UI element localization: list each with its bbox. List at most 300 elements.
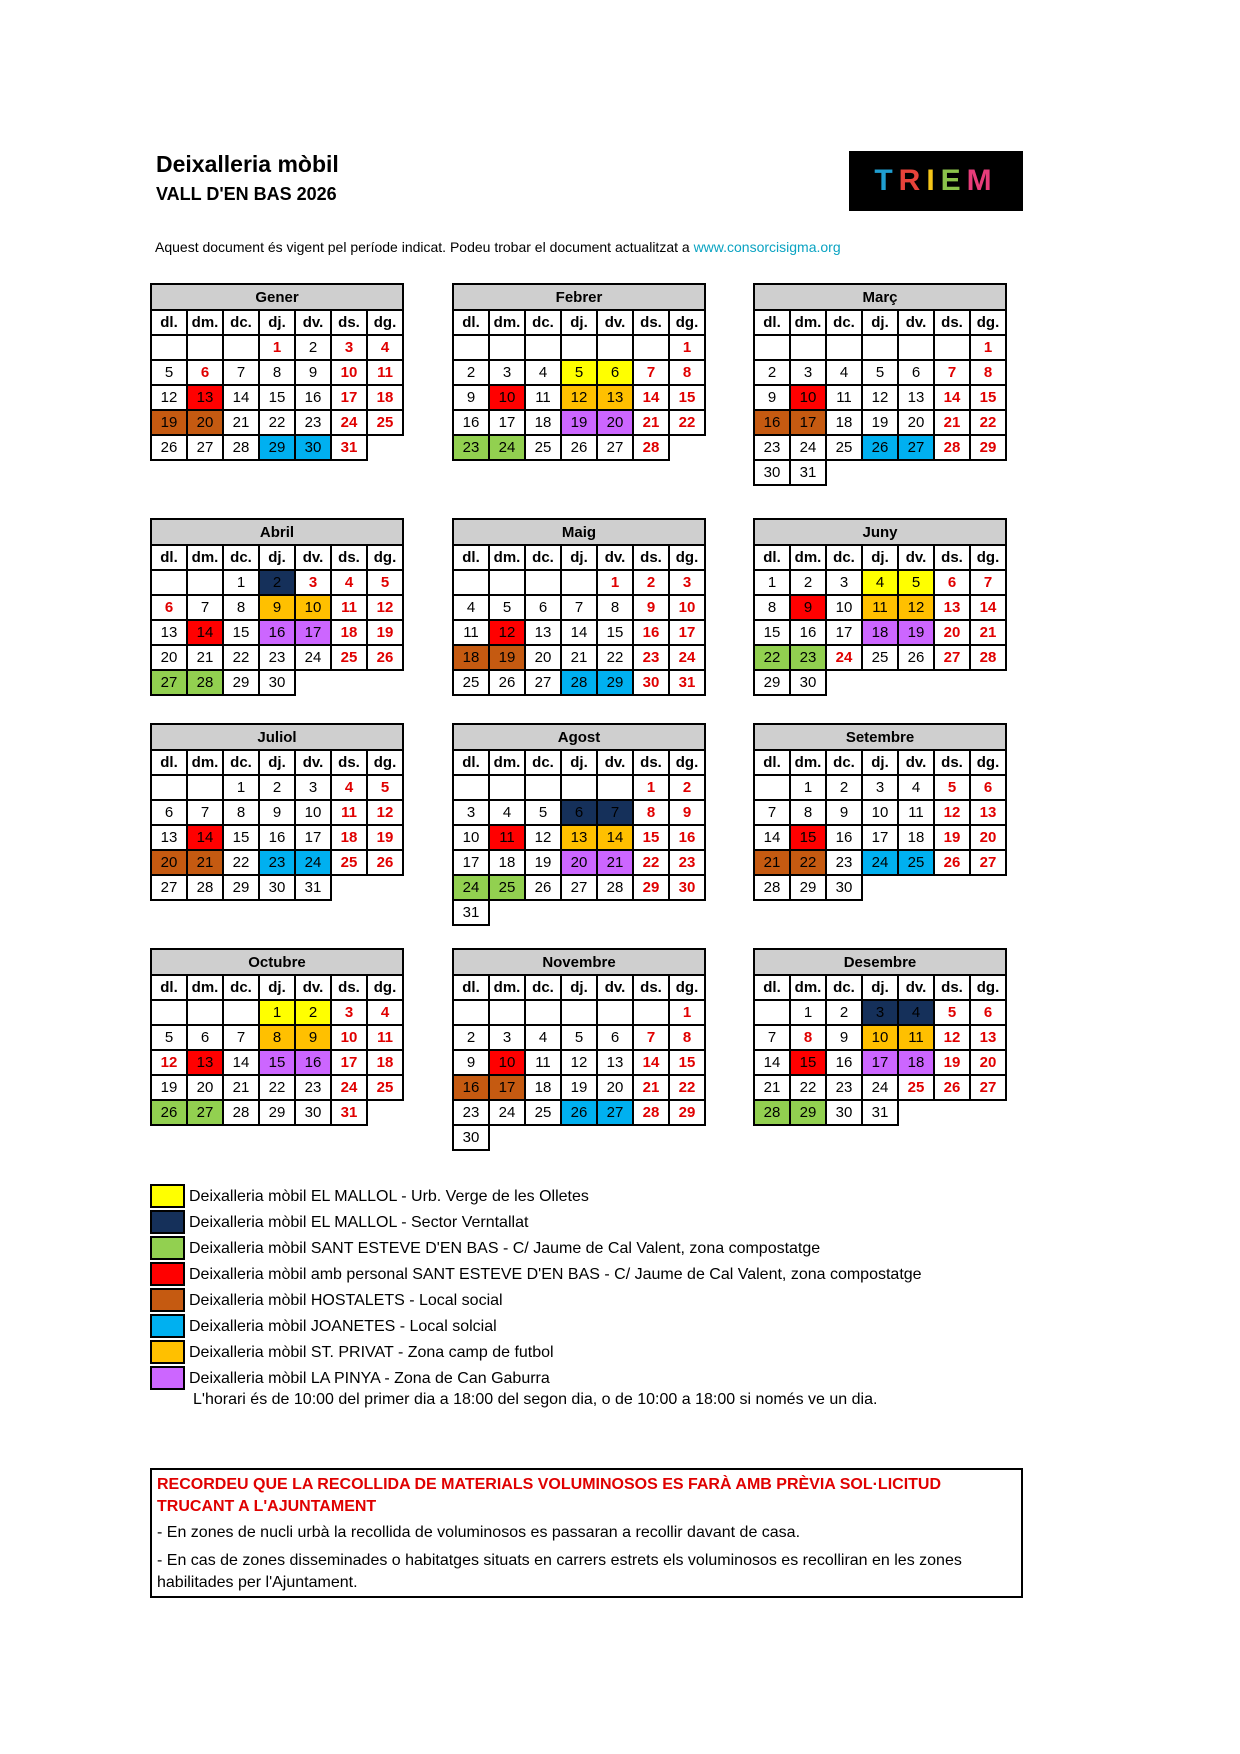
day-cell: 6 <box>525 595 561 620</box>
day-cell: 3 <box>862 775 898 800</box>
day-empty <box>489 1125 525 1150</box>
day-cell: 26 <box>934 1075 970 1100</box>
day-cell: 16 <box>633 620 669 645</box>
weekday-header: dg. <box>669 750 705 775</box>
day-cell: 2 <box>754 360 790 385</box>
weekday-header: dj. <box>259 310 295 335</box>
weekday-header: dl. <box>453 975 489 1000</box>
day-cell: 2 <box>453 1025 489 1050</box>
day-cell: 24 <box>295 850 331 875</box>
month-name: Desembre <box>754 949 1006 975</box>
weekday-header: dg. <box>367 310 403 335</box>
day-empty <box>489 900 525 925</box>
day-cell: 15 <box>669 1050 705 1075</box>
day-cell: 22 <box>259 1075 295 1100</box>
day-cell: 19 <box>934 1050 970 1075</box>
day-cell: 8 <box>259 360 295 385</box>
day-empty <box>223 1000 259 1025</box>
day-cell: 9 <box>790 595 826 620</box>
day-cell: 15 <box>970 385 1006 410</box>
day-cell: 14 <box>633 385 669 410</box>
day-cell: 28 <box>633 1100 669 1125</box>
legend-label: Deixalleria mòbil EL MALLOL - Urb. Verge de les Olletes <box>189 1188 589 1205</box>
legend-swatch <box>150 1210 185 1234</box>
day-cell: 8 <box>970 360 1006 385</box>
day-cell: 1 <box>790 775 826 800</box>
day-cell: 16 <box>295 1050 331 1075</box>
day-cell: 11 <box>898 800 934 825</box>
day-cell: 7 <box>633 1025 669 1050</box>
logo-letter: R <box>898 164 927 197</box>
day-cell: 25 <box>367 410 403 435</box>
weekday-header: dc. <box>525 975 561 1000</box>
legend-item <box>150 1262 922 1288</box>
day-cell: 12 <box>934 800 970 825</box>
day-cell: 5 <box>561 360 597 385</box>
day-cell: 30 <box>633 670 669 695</box>
day-cell: 21 <box>597 850 633 875</box>
day-cell: 19 <box>151 410 187 435</box>
day-cell: 10 <box>489 1050 525 1075</box>
day-cell: 10 <box>295 595 331 620</box>
logo-letter: E <box>940 164 967 197</box>
day-cell: 23 <box>259 850 295 875</box>
day-cell: 27 <box>151 875 187 900</box>
weekday-header: dc. <box>223 545 259 570</box>
day-cell: 18 <box>898 825 934 850</box>
weekday-header: dl. <box>453 310 489 335</box>
day-cell: 17 <box>295 620 331 645</box>
day-cell: 7 <box>754 1025 790 1050</box>
bulky-waste-para-2: - En cas de zones disseminades o habitatges situats en carrers estrets els voluminosos es recolliran en les zones habilitades per l'Ajuntament. <box>157 1552 962 1591</box>
day-cell: 2 <box>259 775 295 800</box>
day-cell: 12 <box>525 825 561 850</box>
day-cell: 23 <box>453 435 489 460</box>
day-empty <box>561 570 597 595</box>
day-empty <box>561 1000 597 1025</box>
day-cell: 6 <box>561 800 597 825</box>
day-cell: 25 <box>453 670 489 695</box>
day-cell: 13 <box>151 620 187 645</box>
weekday-header: dl. <box>754 545 790 570</box>
day-cell: 17 <box>453 850 489 875</box>
day-cell: 9 <box>669 800 705 825</box>
weekday-header: dg. <box>970 310 1006 335</box>
day-cell: 22 <box>669 1075 705 1100</box>
day-empty <box>633 900 669 925</box>
day-cell: 17 <box>295 825 331 850</box>
day-cell: 1 <box>754 570 790 595</box>
day-cell: 11 <box>331 595 367 620</box>
month-name: Novembre <box>453 949 705 975</box>
day-empty <box>525 775 561 800</box>
weekday-header: dv. <box>295 310 331 335</box>
weekday-header: dv. <box>295 750 331 775</box>
day-cell: 12 <box>367 595 403 620</box>
weekday-header: dc. <box>525 310 561 335</box>
day-cell: 16 <box>790 620 826 645</box>
month-calendar-juliol <box>150 723 404 901</box>
day-cell: 4 <box>862 570 898 595</box>
day-cell: 8 <box>259 1025 295 1050</box>
weekday-header: dc. <box>223 975 259 1000</box>
month-name: Febrer <box>453 284 705 310</box>
day-cell: 30 <box>259 875 295 900</box>
day-cell: 31 <box>331 1100 367 1125</box>
day-cell: 26 <box>489 670 525 695</box>
weekday-header: dj. <box>862 975 898 1000</box>
day-cell: 29 <box>754 670 790 695</box>
day-empty <box>754 335 790 360</box>
day-cell: 30 <box>790 670 826 695</box>
day-cell: 13 <box>898 385 934 410</box>
month-name: Juliol <box>151 724 403 750</box>
day-cell: 19 <box>151 1075 187 1100</box>
weekday-header: dg. <box>970 750 1006 775</box>
day-cell: 5 <box>367 775 403 800</box>
day-cell: 3 <box>669 570 705 595</box>
legend-swatch <box>150 1236 185 1260</box>
day-empty <box>453 1000 489 1025</box>
day-cell: 11 <box>453 620 489 645</box>
day-cell: 18 <box>453 645 489 670</box>
day-cell: 23 <box>259 645 295 670</box>
day-cell: 3 <box>295 570 331 595</box>
day-cell: 1 <box>259 335 295 360</box>
bulky-waste-title-1: RECORDEU QUE LA RECOLLIDA DE MATERIALS VOLUMINOSOS ES FARÀ AMB PRÈVIA SOL·LICITUD <box>157 1476 942 1493</box>
day-cell: 25 <box>898 850 934 875</box>
day-cell: 18 <box>331 825 367 850</box>
month-calendar-febrer <box>452 283 706 461</box>
legend-swatch <box>150 1366 185 1390</box>
day-cell: 23 <box>826 1075 862 1100</box>
day-cell: 16 <box>669 825 705 850</box>
legend-label: Deixalleria mòbil SANT ESTEVE D'EN BAS - C/ Jaume de Cal Valent, zona compostatge <box>189 1240 821 1257</box>
day-cell: 14 <box>187 825 223 850</box>
day-empty <box>525 1000 561 1025</box>
day-cell: 17 <box>669 620 705 645</box>
day-empty <box>367 875 403 900</box>
day-empty <box>898 460 934 485</box>
day-cell: 16 <box>826 1050 862 1075</box>
day-cell: 18 <box>367 1050 403 1075</box>
day-cell: 12 <box>151 1050 187 1075</box>
day-cell: 14 <box>223 385 259 410</box>
day-empty <box>223 335 259 360</box>
day-cell: 21 <box>187 645 223 670</box>
weekday-header: dc. <box>223 310 259 335</box>
day-cell: 4 <box>525 1025 561 1050</box>
day-cell: 11 <box>862 595 898 620</box>
day-cell: 17 <box>489 410 525 435</box>
day-cell: 7 <box>187 800 223 825</box>
legend-item <box>150 1210 922 1236</box>
day-cell: 19 <box>934 825 970 850</box>
weekday-header: dm. <box>187 310 223 335</box>
day-cell: 26 <box>367 645 403 670</box>
notice-text: Aquest document és vigent pel període indicat. Podeu trobar el document actualitzat a <box>155 239 694 255</box>
day-cell: 15 <box>754 620 790 645</box>
day-cell: 25 <box>331 850 367 875</box>
day-cell: 27 <box>187 435 223 460</box>
day-cell: 9 <box>259 595 295 620</box>
day-cell: 17 <box>489 1075 525 1100</box>
day-cell: 20 <box>970 825 1006 850</box>
day-cell: 10 <box>862 800 898 825</box>
day-cell: 17 <box>331 1050 367 1075</box>
day-cell: 28 <box>754 1100 790 1125</box>
day-cell: 15 <box>259 385 295 410</box>
day-cell: 29 <box>790 1100 826 1125</box>
day-empty <box>187 775 223 800</box>
weekday-header: dg. <box>970 975 1006 1000</box>
month-name: Agost <box>453 724 705 750</box>
day-cell: 13 <box>934 595 970 620</box>
day-cell: 23 <box>790 645 826 670</box>
legend-item <box>150 1288 922 1314</box>
weekday-header: dl. <box>754 975 790 1000</box>
day-cell: 2 <box>633 570 669 595</box>
day-empty <box>151 570 187 595</box>
day-empty <box>453 775 489 800</box>
day-cell: 12 <box>898 595 934 620</box>
day-empty <box>597 900 633 925</box>
day-empty <box>826 335 862 360</box>
weekday-header: dv. <box>898 750 934 775</box>
day-cell: 28 <box>970 645 1006 670</box>
day-cell: 6 <box>898 360 934 385</box>
day-cell: 26 <box>151 1100 187 1125</box>
day-cell: 24 <box>669 645 705 670</box>
day-cell: 27 <box>970 1075 1006 1100</box>
day-cell: 8 <box>790 800 826 825</box>
day-cell: 28 <box>187 875 223 900</box>
day-cell: 7 <box>934 360 970 385</box>
day-cell: 13 <box>187 385 223 410</box>
day-cell: 27 <box>187 1100 223 1125</box>
day-cell: 8 <box>754 595 790 620</box>
month-calendar-octubre <box>150 948 404 1126</box>
weekday-header: dj. <box>561 750 597 775</box>
weekday-header: dl. <box>151 545 187 570</box>
day-empty <box>826 670 862 695</box>
day-cell: 1 <box>259 1000 295 1025</box>
day-cell: 10 <box>453 825 489 850</box>
day-cell: 2 <box>790 570 826 595</box>
day-cell: 24 <box>862 850 898 875</box>
day-cell: 8 <box>223 595 259 620</box>
day-cell: 13 <box>525 620 561 645</box>
day-cell: 3 <box>453 800 489 825</box>
consorcisigma-link[interactable]: www.consorcisigma.org <box>693 239 841 255</box>
day-empty <box>934 335 970 360</box>
weekday-header: dj. <box>561 310 597 335</box>
weekday-header: ds. <box>934 545 970 570</box>
day-empty <box>934 1100 970 1125</box>
day-cell: 20 <box>561 850 597 875</box>
day-empty <box>898 875 934 900</box>
day-cell: 28 <box>561 670 597 695</box>
day-empty <box>597 335 633 360</box>
weekday-header: ds. <box>934 750 970 775</box>
weekday-header: ds. <box>331 310 367 335</box>
day-cell: 18 <box>525 1075 561 1100</box>
legend-item <box>150 1236 922 1262</box>
month-name: Maig <box>453 519 705 545</box>
day-cell: 12 <box>151 385 187 410</box>
day-cell: 2 <box>669 775 705 800</box>
day-cell: 9 <box>633 595 669 620</box>
day-cell: 12 <box>561 1050 597 1075</box>
weekday-header: dj. <box>259 750 295 775</box>
day-cell: 14 <box>754 825 790 850</box>
day-cell: 2 <box>259 570 295 595</box>
day-cell: 17 <box>862 1050 898 1075</box>
day-empty <box>669 435 705 460</box>
day-empty <box>669 900 705 925</box>
day-cell: 31 <box>790 460 826 485</box>
day-cell: 13 <box>970 800 1006 825</box>
day-cell: 31 <box>862 1100 898 1125</box>
day-empty <box>669 1125 705 1150</box>
day-empty <box>633 1000 669 1025</box>
day-empty <box>862 875 898 900</box>
legend-swatch <box>150 1340 185 1364</box>
day-cell: 10 <box>489 385 525 410</box>
day-cell: 20 <box>934 620 970 645</box>
month-calendar-desembre <box>753 948 1007 1126</box>
day-cell: 18 <box>826 410 862 435</box>
day-cell: 1 <box>970 335 1006 360</box>
day-empty <box>525 900 561 925</box>
day-cell: 8 <box>633 800 669 825</box>
weekday-header: dv. <box>597 545 633 570</box>
day-empty <box>862 335 898 360</box>
day-cell: 19 <box>525 850 561 875</box>
day-cell: 3 <box>826 570 862 595</box>
weekday-header: dg. <box>367 545 403 570</box>
month-calendar-setembre <box>753 723 1007 901</box>
day-cell: 30 <box>826 1100 862 1125</box>
bulky-waste-para-1: - En zones de nucli urbà la recollida de voluminosos es passaran a recollir davant de casa. <box>157 1524 801 1541</box>
month-calendar-març <box>753 283 1007 486</box>
weekday-header: ds. <box>633 310 669 335</box>
page-subtitle: VALL D'EN BAS 2026 <box>156 184 337 204</box>
day-cell: 4 <box>489 800 525 825</box>
bulky-waste-box <box>150 1468 1023 1598</box>
weekday-header: ds. <box>331 545 367 570</box>
day-cell: 11 <box>331 800 367 825</box>
day-empty <box>898 335 934 360</box>
weekday-header: dm. <box>489 975 525 1000</box>
day-cell: 9 <box>826 1025 862 1050</box>
day-cell: 28 <box>597 875 633 900</box>
day-cell: 27 <box>597 435 633 460</box>
day-cell: 20 <box>151 850 187 875</box>
day-cell: 9 <box>453 385 489 410</box>
day-cell: 16 <box>259 825 295 850</box>
day-cell: 24 <box>331 410 367 435</box>
day-cell: 8 <box>669 1025 705 1050</box>
weekday-header: dv. <box>597 310 633 335</box>
weekday-header: dv. <box>898 545 934 570</box>
weekday-header: dj. <box>862 545 898 570</box>
day-cell: 21 <box>223 1075 259 1100</box>
weekday-header: dv. <box>898 975 934 1000</box>
day-cell: 1 <box>790 1000 826 1025</box>
day-cell: 30 <box>259 670 295 695</box>
day-empty <box>151 775 187 800</box>
day-empty <box>826 460 862 485</box>
month-calendar-juny <box>753 518 1007 696</box>
day-cell: 27 <box>525 670 561 695</box>
day-cell: 22 <box>223 850 259 875</box>
day-empty <box>633 1125 669 1150</box>
legend-label: Deixalleria mòbil HOSTALETS - Local social <box>189 1292 503 1309</box>
legend-label: Deixalleria mòbil EL MALLOL - Sector Verntallat <box>189 1214 529 1231</box>
day-empty <box>934 460 970 485</box>
day-cell: 14 <box>633 1050 669 1075</box>
day-cell: 5 <box>898 570 934 595</box>
day-empty <box>970 460 1006 485</box>
day-cell: 30 <box>453 1125 489 1150</box>
legend-swatch <box>150 1314 185 1338</box>
month-calendar-agost <box>452 723 706 926</box>
day-cell: 20 <box>187 410 223 435</box>
day-cell: 17 <box>790 410 826 435</box>
weekday-header: dl. <box>754 750 790 775</box>
weekday-header: dl. <box>151 975 187 1000</box>
day-cell: 24 <box>489 435 525 460</box>
day-cell: 23 <box>754 435 790 460</box>
day-cell: 20 <box>970 1050 1006 1075</box>
legend-label: Deixalleria mòbil LA PINYA - Zona de Can Gaburra <box>189 1370 550 1387</box>
day-cell: 15 <box>259 1050 295 1075</box>
day-cell: 14 <box>223 1050 259 1075</box>
weekday-header: ds. <box>934 975 970 1000</box>
day-cell: 23 <box>453 1100 489 1125</box>
day-cell: 13 <box>187 1050 223 1075</box>
day-empty <box>489 570 525 595</box>
day-cell: 11 <box>367 1025 403 1050</box>
weekday-header: dl. <box>151 750 187 775</box>
weekday-header: dv. <box>597 975 633 1000</box>
weekday-header: dc. <box>223 750 259 775</box>
weekday-header: dm. <box>790 545 826 570</box>
weekday-header: dv. <box>597 750 633 775</box>
day-cell: 29 <box>597 670 633 695</box>
month-name: Octubre <box>151 949 403 975</box>
day-cell: 17 <box>826 620 862 645</box>
day-cell: 15 <box>669 385 705 410</box>
day-cell: 11 <box>525 385 561 410</box>
legend-item <box>150 1366 922 1392</box>
day-empty <box>633 335 669 360</box>
day-cell: 14 <box>754 1050 790 1075</box>
bulky-waste-title-2: TRUCANT A L'AJUNTAMENT <box>157 1498 377 1515</box>
day-cell: 12 <box>489 620 525 645</box>
day-empty <box>561 1125 597 1150</box>
day-cell: 27 <box>934 645 970 670</box>
day-cell: 22 <box>754 645 790 670</box>
day-empty <box>561 775 597 800</box>
weekday-header: dj. <box>561 545 597 570</box>
weekday-header: dm. <box>790 750 826 775</box>
day-empty <box>898 1100 934 1125</box>
day-cell: 4 <box>367 1000 403 1025</box>
day-cell: 16 <box>826 825 862 850</box>
day-cell: 12 <box>934 1025 970 1050</box>
